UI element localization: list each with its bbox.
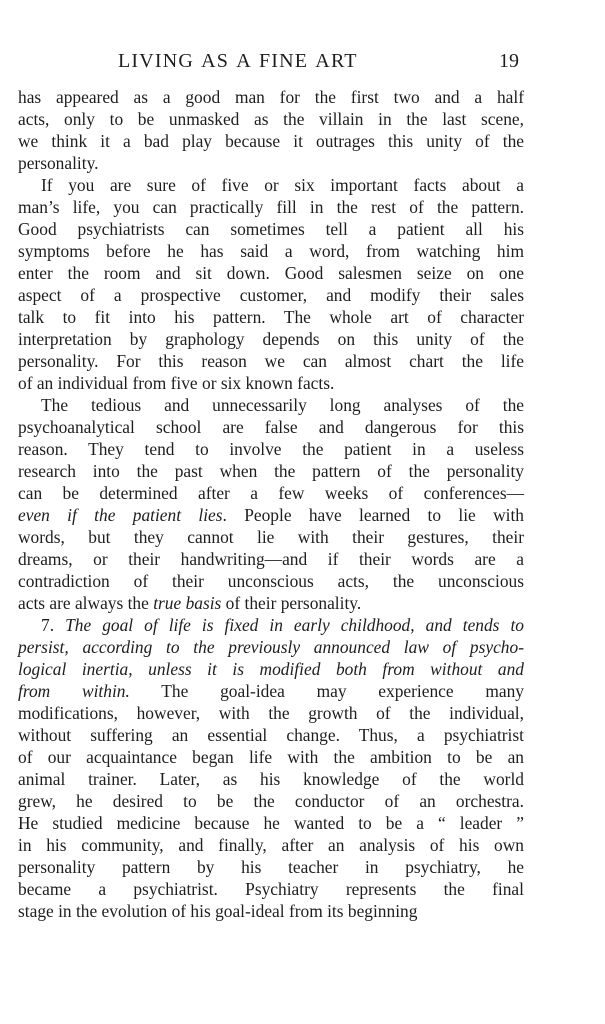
text-run: of their personality.	[221, 593, 362, 613]
text-line	[18, 460, 524, 482]
text-run: Good psychiatrists can sometimes tell a patient all his	[18, 219, 524, 239]
text-line	[18, 504, 524, 526]
paragraph	[18, 86, 524, 174]
text-line	[18, 372, 524, 394]
text-line	[18, 152, 524, 174]
text-run: we think it a bad play because it outrages this unity of the	[18, 131, 524, 151]
text-line	[18, 702, 524, 724]
italic-text: even if the patient lies	[18, 505, 223, 525]
text-run: psychoanalytical school are false and dangerous for this	[18, 417, 524, 437]
text-run: talk to fit into his pattern. The whole art of character	[18, 307, 524, 327]
text-line	[18, 570, 524, 592]
text-line	[18, 900, 524, 922]
text-run: 7.	[41, 615, 66, 635]
text-line	[18, 724, 524, 746]
text-run: If you are sure of five or six important facts about a	[41, 175, 524, 195]
text-run: research into the past when the pattern of the personality	[18, 461, 524, 481]
paragraph	[18, 614, 524, 922]
text-run: interpretation by graphology depends on this unity of the	[18, 329, 524, 349]
text-run: of our acquaintance began life with the ambition to be an	[18, 747, 524, 767]
text-line	[18, 130, 524, 152]
text-run: without suffering an essential change. Thus, a psychiatrist	[18, 725, 524, 745]
text-line	[18, 636, 524, 658]
text-run: aspect of a prospective customer, and modify their sales	[18, 285, 524, 305]
text-run: has appeared as a good man for the first two and a half	[18, 87, 524, 107]
text-run: man’s life, you can practically fill in the rest of the pattern.	[18, 197, 524, 217]
text-line	[18, 482, 524, 504]
text-line	[18, 746, 524, 768]
text-line	[18, 812, 524, 834]
text-run: personality. For this reason we can almost chart the life	[18, 351, 524, 371]
text-line	[18, 416, 524, 438]
text-run: in his community, and finally, after an analysis of his own	[18, 835, 524, 855]
text-run: enter the room and sit down. Good salesmen seize on one	[18, 263, 524, 283]
text-run: modifications, however, with the growth of the individual,	[18, 703, 524, 723]
text-run: acts are always the	[18, 593, 154, 613]
italic-text: from within.	[18, 681, 130, 701]
page-number: 19	[499, 50, 519, 72]
text-line	[18, 108, 524, 130]
paragraph	[18, 174, 524, 394]
text-run: stage in the evolution of his goal-ideal from its beginning	[18, 901, 418, 921]
text-line	[18, 878, 524, 900]
text-line	[18, 526, 524, 548]
text-line	[18, 658, 524, 680]
text-line	[18, 328, 524, 350]
text-line	[18, 438, 524, 460]
text-line	[18, 394, 524, 416]
text-run: acts, only to be unmasked as the villain in the last scene,	[18, 109, 524, 129]
paragraph	[18, 394, 524, 614]
text-run: . People have learned to lie with	[222, 505, 524, 525]
text-run: grew, he desired to be the conductor of an orchestra.	[18, 791, 524, 811]
text-line	[18, 174, 524, 196]
text-run: animal trainer. Later, as his knowledge of the world	[18, 769, 524, 789]
text-line	[18, 350, 524, 372]
text-run: can be determined after a few weeks of conferences—	[18, 483, 524, 503]
italic-text: persist, according to the previously announced law of psycho-	[18, 637, 524, 657]
text-line	[18, 834, 524, 856]
text-run: dreams, or their handwriting—and if their words are a	[18, 549, 524, 569]
text-run: of an individual from five or six known facts.	[18, 373, 335, 393]
text-run: personality.	[18, 153, 99, 173]
text-run: became a psychiatrist. Psychiatry represents the final	[18, 879, 524, 899]
text-run: words, but they cannot lie with their gestures, their	[18, 527, 524, 547]
text-line	[18, 196, 524, 218]
text-line	[18, 86, 524, 108]
text-line	[18, 262, 524, 284]
text-line	[18, 856, 524, 878]
text-line	[18, 790, 524, 812]
italic-text: The goal of life is fixed in early childhood, and tends to	[65, 615, 525, 635]
text-line	[18, 680, 524, 702]
text-run: contradiction of their unconscious acts, the unconscious	[18, 571, 524, 591]
text-run: He studied medicine because he wanted to be a “ leader ”	[18, 813, 524, 833]
text-line	[18, 218, 524, 240]
text-line	[18, 240, 524, 262]
text-line	[18, 614, 524, 636]
text-run: personality pattern by his teacher in psychiatry, he	[18, 857, 524, 877]
body-text	[18, 86, 524, 922]
text-line	[18, 284, 524, 306]
text-run: The goal-idea may experience many	[129, 681, 525, 701]
text-run: symptoms before he has said a word, from watching him	[18, 241, 524, 261]
text-line	[18, 592, 524, 614]
text-line	[18, 306, 524, 328]
running-head	[0, 50, 605, 76]
text-line	[18, 768, 524, 790]
text-run: The tedious and unnecessarily long analyses of the	[41, 395, 524, 415]
text-line	[18, 548, 524, 570]
italic-text: true basis	[153, 593, 222, 613]
italic-text: logical inertia, unless it is modified both from without and	[18, 659, 524, 679]
running-title: LIVING AS A FINE ART	[118, 50, 358, 72]
text-run: reason. They tend to involve the patient in a useless	[18, 439, 524, 459]
